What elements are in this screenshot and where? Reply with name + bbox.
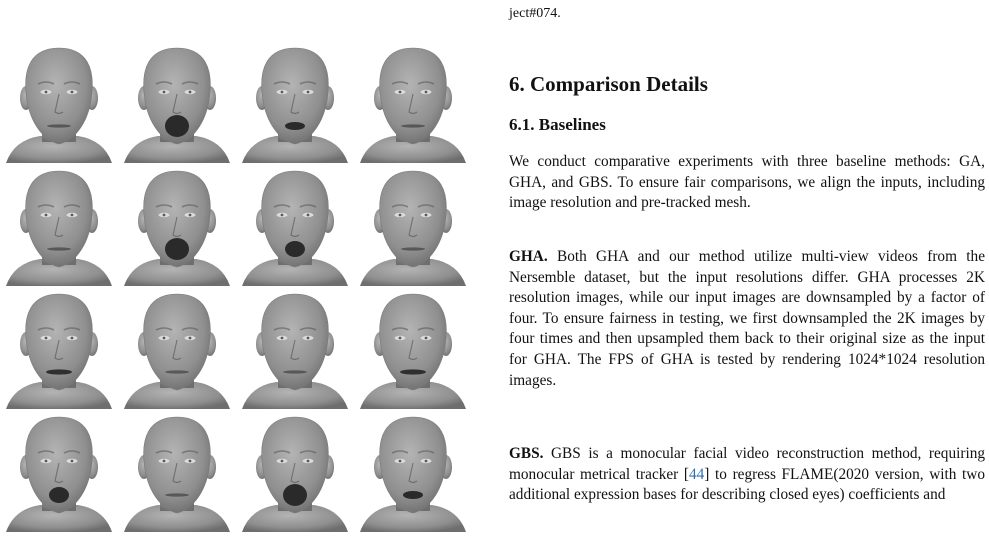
face-render [236, 409, 354, 532]
face-render [118, 163, 236, 286]
gbs-run-in-heading: GBS. [509, 445, 544, 462]
face-render [118, 286, 236, 409]
face-render [0, 40, 118, 163]
face-render [0, 163, 118, 286]
face-render [354, 409, 472, 532]
face-mesh-figure [0, 40, 475, 542]
face-render [0, 286, 118, 409]
face-render [354, 163, 472, 286]
subsection-title: 6.1. Baselines [509, 115, 606, 134]
gha-paragraph [509, 247, 985, 391]
gbs-paragraph-body-end: ] to regress FLAME(2020 version, with two additional expression bases for describing closed eyes) coefficients and [509, 465, 985, 504]
face-render [354, 40, 472, 163]
face-render [354, 286, 472, 409]
face-render [118, 409, 236, 532]
gbs-paragraph-body-start: GBS is a monocular facial video reconstruction method, requiring monocular metrical tracker [ [509, 445, 985, 483]
gha-paragraph-body: Both GHA and our method utilize multi-view videos from the Nersemble dataset, but the input resolutions differ. GHA processes 2K resolution images, while our input images are downsampled by a factor of four. To ensure fairness in testing, we first downsampled the 2K images by four times and then upsampled them back to their original size as the input for GHA. The FPS of GHA is tested by rendering 1024*1024 resolution images. [509, 248, 985, 389]
continued-text-fragment: ject#074. [509, 6, 561, 21]
face-render [236, 40, 354, 163]
face-render [0, 409, 118, 532]
gha-run-in-heading: GHA. [509, 248, 548, 265]
section-title: 6. Comparison Details [509, 72, 708, 96]
gbs-paragraph [509, 444, 985, 506]
intro-paragraph: We conduct comparative experiments with three baseline methods: GA, GHA, and GBS. To ensure fair comparisons, we align the inputs, including image resolution and pre-tracked mesh. [509, 153, 985, 212]
face-render [118, 40, 236, 163]
face-render [236, 286, 354, 409]
citation-link[interactable]: 44 [689, 465, 705, 483]
face-render [236, 163, 354, 286]
